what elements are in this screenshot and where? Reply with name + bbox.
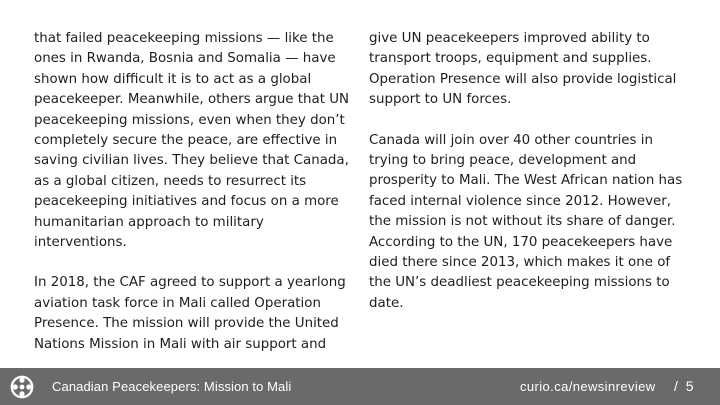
footer-bar [0,368,720,405]
footer-url[interactable]: curio.ca/newsinreview [520,379,656,394]
paragraph: give UN peacekeepers improved ability to transport troops, equipment and supplies. Operation Presence will also provide logistical support to UN forces. [369,31,677,108]
paragraph: Canada will join over 40 other countries in trying to bring peace, development and prosperity to Mali. The West African nation has faced internal violence since 2012. However, the mission is not without its share of danger. According to the UN, 170 peacekeepers have died there since 2013, which makes it one of the UN’s deadliest peacekeeping missions to date. [369,132,683,311]
right-column [369,29,687,334]
paragraph: that failed peacekeeping missions — like the ones in Rwanda, Bosnia and Somalia — have shown how difficult it is to act as a global peacekeeper. Meanwhile, others argue that UN peacekeeping missions, even when they don’t completely secure the peace, are effective in saving civilian lives. They believe that Canada, as a global citizen, needs to resurrect its peacekeeping initiatives and focus on a more humanitarian approach to military interventions. [34,31,350,251]
paragraph: In 2018, the CAF agreed to support a yearlong aviation task force in Mali called Operation Presence. The mission will provide the United Nations Mission in Mali with air support and [34,275,346,352]
cbc-gem-icon [10,375,34,399]
page-number: / 5 [674,378,696,394]
left-column [34,29,356,375]
footer-title: Canadian Peacekeepers: Mission to Mali [52,379,292,394]
